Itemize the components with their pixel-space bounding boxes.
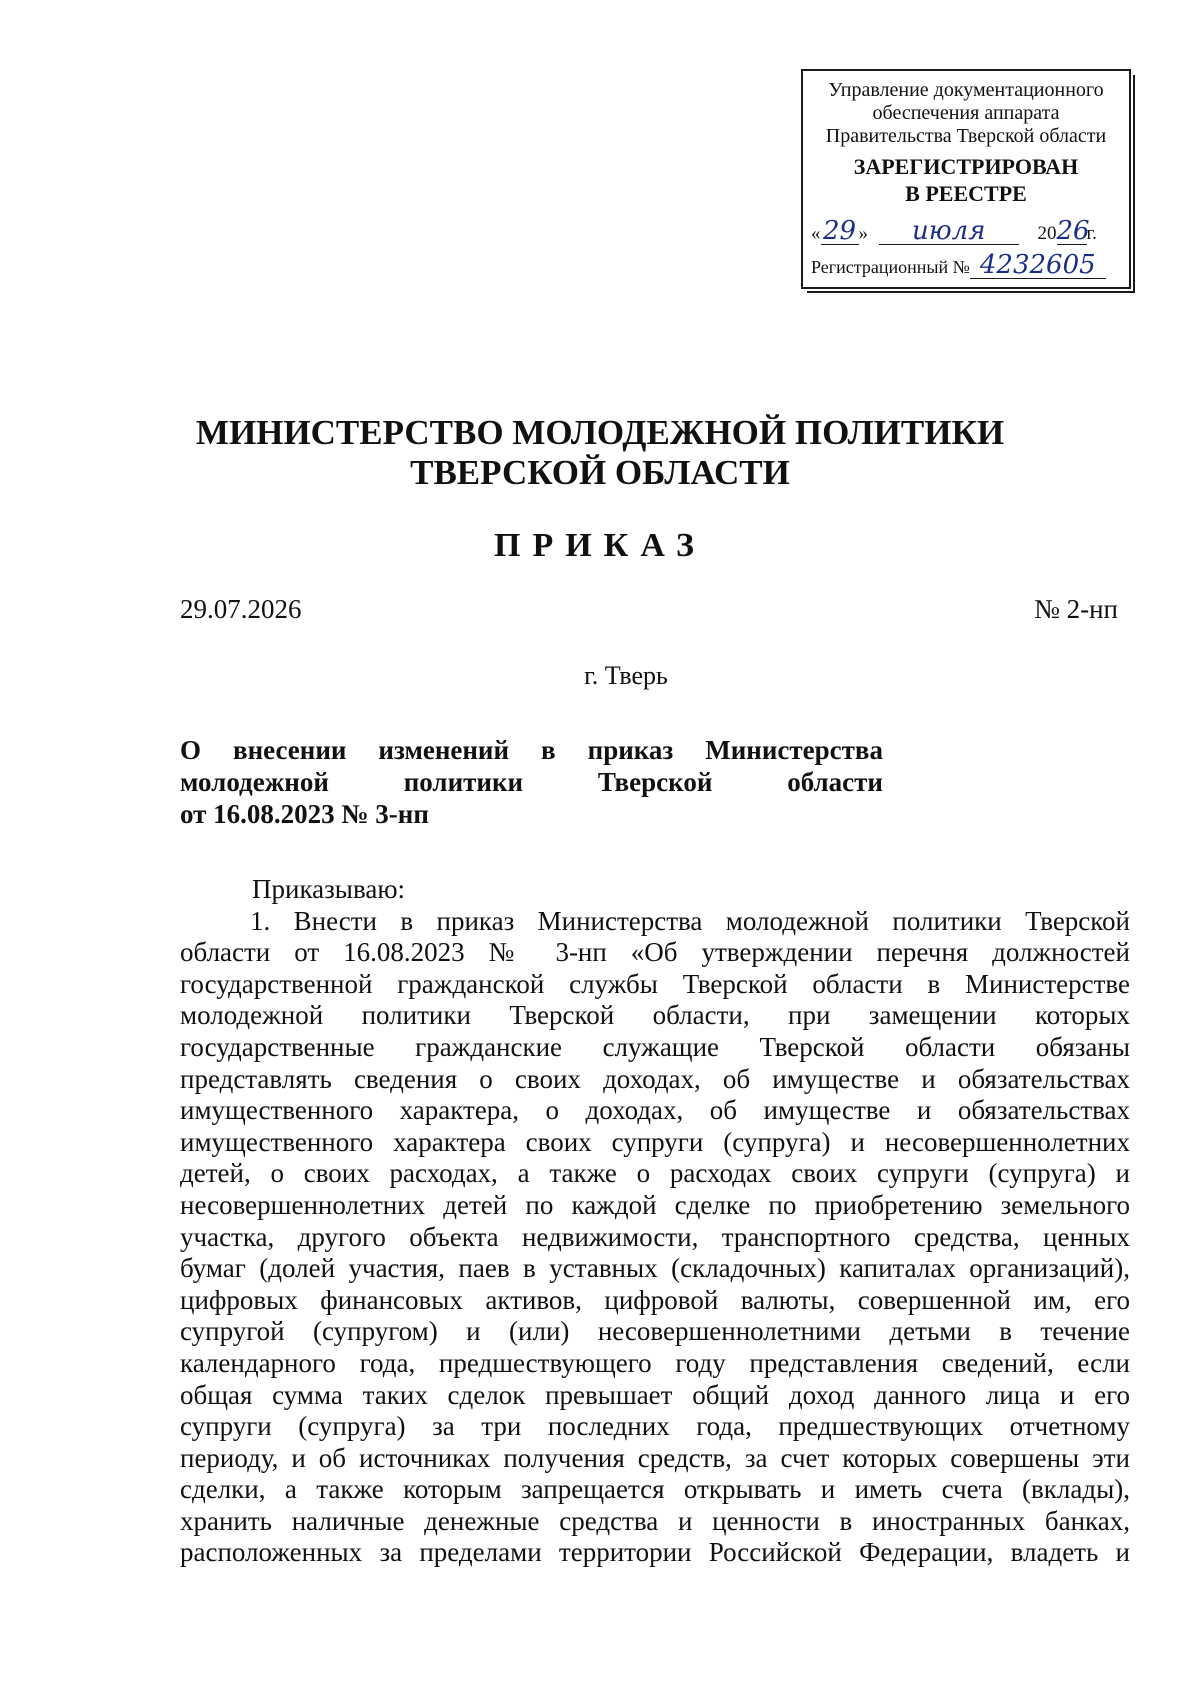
stamp-date-day: 29 [821,218,859,245]
body-line: календарного года, предшествующего году представления сведений, если [180,1347,1130,1378]
body-line: периоду, и об источниках получения средств, за счет которых совершены эти [180,1442,1130,1473]
stamp-number-value: 4232605 [970,252,1106,279]
body-line: несовершеннолетних детей по каждой сделке по приобретению земельного [180,1189,1130,1220]
stamp-date: «29 » июля 2026г. [811,216,1097,246]
stamp-registration-number [811,252,1106,279]
body-line: 1. Внести в приказ Министерства молодежной политики Тверской [250,905,1130,936]
subject-line: от 16.08.2023 № 3-нп [180,799,429,829]
stamp-status-line: В РЕЕСТРЕ [905,181,1027,206]
stamp-status-line: ЗАРЕГИСТРИРОВАН [853,154,1079,179]
order-body [180,874,1130,1569]
stamp-org-line: обеспечения аппарата [872,102,1060,124]
body-line: Приказываю: [252,874,405,904]
body-line: хранить наличные денежные средства и ценности в иностранных банках, [180,1505,1130,1536]
stamp-date-year-suffix: 26 [1056,216,1090,246]
body-line: молодежной политики Тверской области, при замещении которых [180,1000,1130,1031]
body-line: общая сумма таких сделок превышает общий доход данного лица и его [180,1379,1130,1410]
stamp-date-suffix: г. [1086,223,1097,244]
subject-line: молодежной политики Тверской области [180,767,883,797]
stamp-date-year-prefix: 20 [1037,223,1057,244]
body-line: детей, о своих расходах, а также о расходах своих супруги (супруга) и [180,1158,1130,1189]
stamp-org-line: Правительства Тверской области [825,125,1107,147]
body-line: области от 16.08.2023 № 3-нп «Об утверждении перечня должностей [180,937,1130,968]
order-subject [180,734,883,830]
ministry-title-line: МИНИСТЕРСТВО МОЛОДЕЖНОЙ ПОЛИТИКИ [195,413,1005,452]
body-line: государственные гражданские служащие Тверской области обязаны [180,1031,1130,1062]
ministry-title [0,413,1200,493]
subject-line: О внесении изменений в приказ Министерства [180,735,883,765]
body-line: государственной гражданской службы Тверской области в Министерстве [180,968,1130,999]
stamp-org-line: Управление документационного [828,79,1104,101]
body-line: сделки, а также которым запрещается открывать и иметь счета (вклады), [180,1474,1130,1505]
stamp-date-month: июля [879,218,1019,245]
body-line: бумаг (долей участия, паев в уставных (складочных) капиталах организаций), [180,1253,1130,1284]
body-line: супруги (супруга) за три последних года, предшествующих отчетному [180,1411,1130,1442]
body-line: имущественного характера, о доходах, об имуществе и обязательствах [180,1095,1130,1126]
body-line: супругой (супругом) и (или) несовершеннолетними детьми в течение [180,1316,1130,1347]
order-number: № 2-нп [1034,594,1118,624]
body-line: участка, другого объекта недвижимости, транспортного средства, ценных [180,1221,1130,1252]
document-type: ПРИКАЗ [494,527,706,564]
ministry-title-line: ТВЕРСКОЙ ОБЛАСТИ [410,453,790,492]
stamp-organization [803,79,1129,148]
body-line: расположенных за пределами территории Российской Федерации, владеть и [180,1537,1130,1568]
stamp-number-label: Регистрационный № [811,257,970,277]
body-line: имущественного характера своих супруги (супруга) и несовершеннолетних [180,1126,1130,1157]
order-city: г. Тверь [584,661,668,690]
body-line: цифровых финансовых активов, цифровой валюты, совершенной им, его [180,1284,1130,1315]
stamp-status [801,153,1131,207]
body-line: представлять сведения о своих доходах, об имуществе и обязательствах [180,1063,1130,1094]
order-date: 29.07.2026 [180,594,302,624]
